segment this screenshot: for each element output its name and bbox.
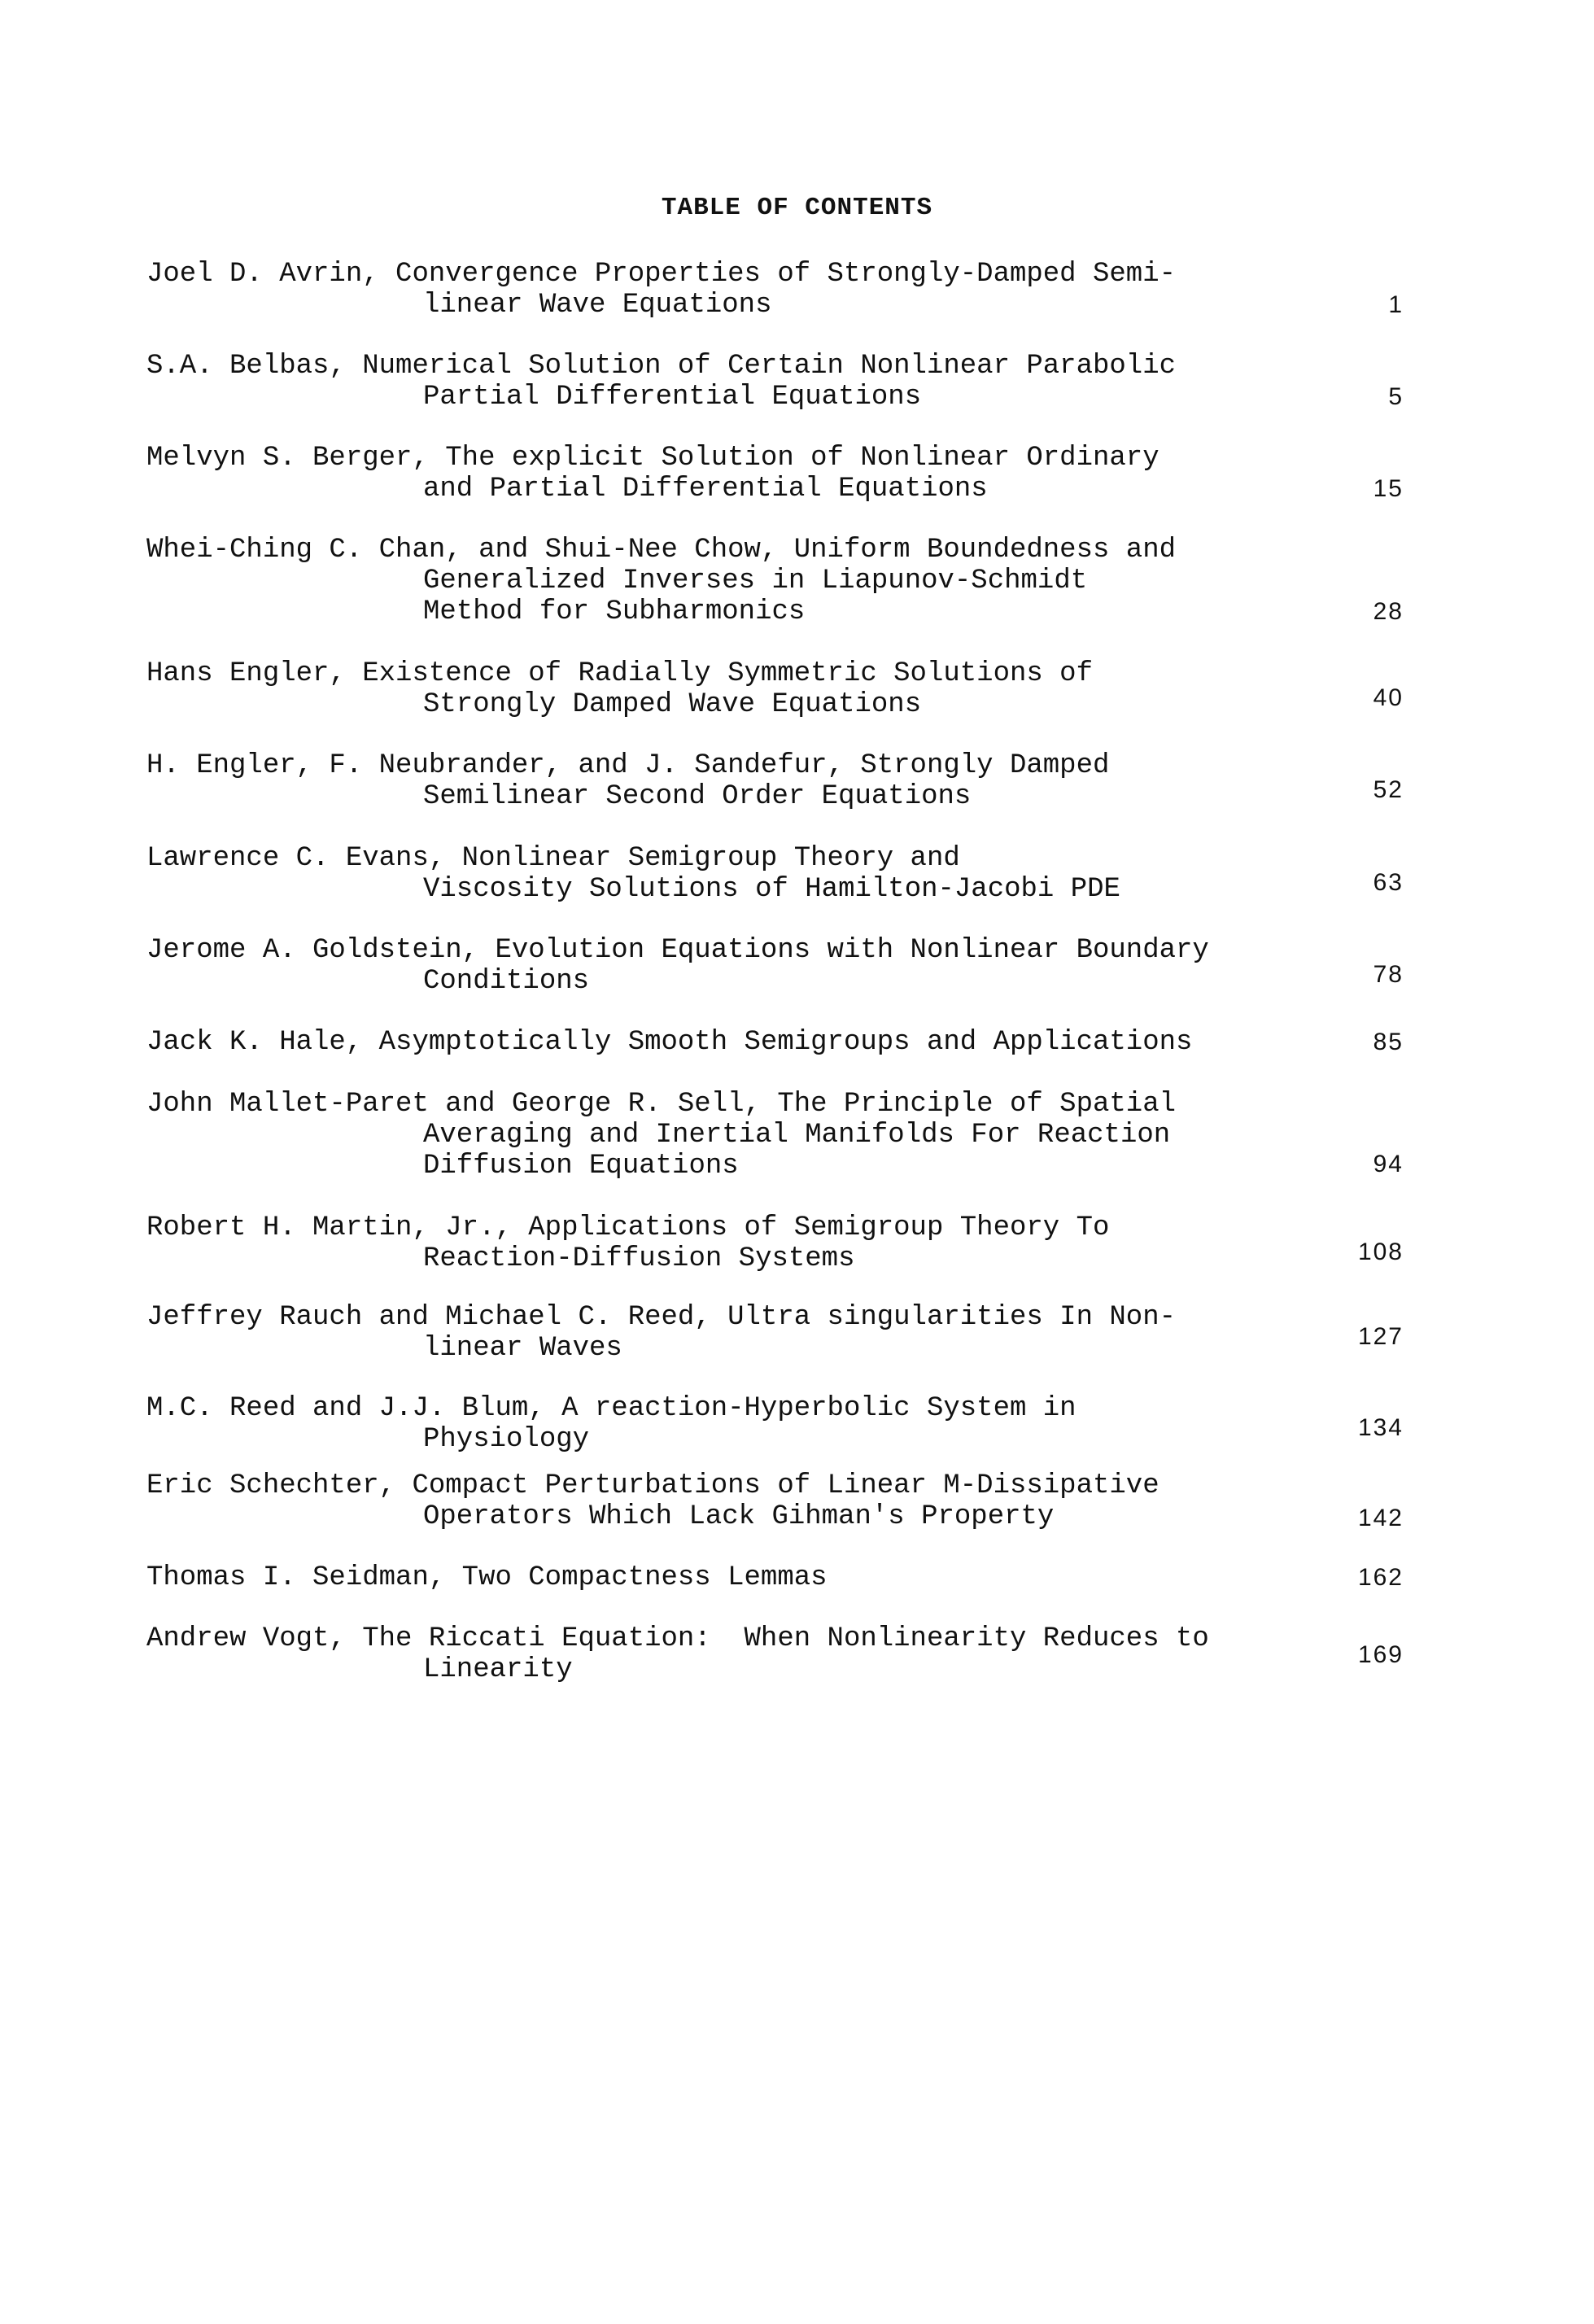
page-number: 162 bbox=[1357, 1564, 1404, 1591]
entry-line: Reaction-Diffusion Systems bbox=[423, 1243, 855, 1274]
entry-line: Averaging and Inertial Manifolds For Reaction bbox=[423, 1120, 1171, 1151]
entry-text bbox=[146, 935, 1334, 997]
entry-text bbox=[146, 1027, 1334, 1058]
page-number: 28 bbox=[1373, 598, 1404, 625]
entry-line: Whei-Ching C. Chan, and Shui-Nee Chow, Uniform Boundedness and bbox=[146, 535, 1177, 566]
entry-line: Linearity bbox=[423, 1654, 573, 1685]
entry-line: M.C. Reed and J.J. Blum, A reaction-Hyperbolic System in bbox=[146, 1393, 1076, 1424]
entry-line: and Partial Differential Equations bbox=[423, 474, 988, 505]
entry-line: Method for Subharmonics bbox=[423, 596, 806, 627]
entry-line: Viscosity Solutions of Hamilton-Jacobi PDE bbox=[423, 874, 1120, 905]
entry-text bbox=[146, 535, 1334, 627]
entry-line: Lawrence C. Evans, Nonlinear Semigroup Theory and bbox=[146, 843, 960, 874]
entry-line: linear Waves bbox=[423, 1333, 622, 1364]
page-number: 63 bbox=[1373, 869, 1404, 896]
entry-text bbox=[146, 658, 1334, 720]
entry-line: John Mallet-Paret and George R. Sell, The Principle of Spatial bbox=[146, 1089, 1177, 1120]
entry-line: Eric Schechter, Compact Perturbations of Linear M-Dissipative bbox=[146, 1470, 1159, 1501]
entry-line: Robert H. Martin, Jr., Applications of Semigroup Theory To bbox=[146, 1212, 1110, 1243]
entry-line: Andrew Vogt, The Riccati Equation: When Nonlinearity Reduces to bbox=[146, 1623, 1209, 1654]
page-number: 1 bbox=[1388, 291, 1404, 318]
entry-text bbox=[146, 443, 1334, 505]
entry-line: Operators Which Lack Gihman's Property bbox=[423, 1501, 1055, 1532]
page-number: 5 bbox=[1388, 383, 1404, 410]
entry-text bbox=[146, 1302, 1334, 1364]
entry-text bbox=[146, 1562, 1334, 1593]
page-number: 40 bbox=[1373, 684, 1404, 711]
entry-text bbox=[146, 1470, 1334, 1532]
page-number: 108 bbox=[1357, 1238, 1404, 1265]
page-number: 52 bbox=[1373, 776, 1404, 803]
entry-line: Melvyn S. Berger, The explicit Solution of Nonlinear Ordinary bbox=[146, 443, 1159, 474]
entry-line: Jeffrey Rauch and Michael C. Reed, Ultra singularities In Non- bbox=[146, 1302, 1177, 1333]
page-number: 78 bbox=[1373, 961, 1404, 988]
entry-text bbox=[146, 259, 1334, 321]
entry-line: Jack K. Hale, Asymptotically Smooth Semigroups and Applications bbox=[146, 1027, 1193, 1058]
entry-text bbox=[146, 1623, 1334, 1685]
entry-text bbox=[146, 750, 1334, 812]
entry-line: Hans Engler, Existence of Radially Symmetric Solutions of bbox=[146, 658, 1093, 689]
page-number: 142 bbox=[1357, 1505, 1404, 1531]
entry-text bbox=[146, 1393, 1334, 1455]
entry-line: linear Wave Equations bbox=[423, 290, 772, 321]
entry-line: Diffusion Equations bbox=[423, 1151, 739, 1182]
page-number: 169 bbox=[1357, 1641, 1404, 1668]
page-number: 15 bbox=[1373, 475, 1404, 502]
entry-line: Partial Differential Equations bbox=[423, 382, 922, 413]
entry-line: Conditions bbox=[423, 966, 590, 997]
entry-line: Joel D. Avrin, Convergence Properties of Strongly-Damped Semi- bbox=[146, 259, 1177, 290]
entry-text bbox=[146, 351, 1334, 413]
entry-text bbox=[146, 1089, 1334, 1182]
page-number: 94 bbox=[1373, 1151, 1404, 1177]
entry-line: Strongly Damped Wave Equations bbox=[423, 689, 922, 720]
page-number: 85 bbox=[1373, 1029, 1404, 1055]
entry-line: Jerome A. Goldstein, Evolution Equations with Nonlinear Boundary bbox=[146, 935, 1209, 966]
page-number: 127 bbox=[1357, 1323, 1404, 1350]
entry-line: Generalized Inverses in Liapunov-Schmidt bbox=[423, 566, 1088, 596]
entry-line: S.A. Belbas, Numerical Solution of Certain Nonlinear Parabolic bbox=[146, 351, 1177, 382]
page-title: TABLE OF CONTENTS bbox=[661, 194, 933, 222]
entry-line: Physiology bbox=[423, 1424, 590, 1455]
entry-text bbox=[146, 843, 1334, 905]
page-number: 134 bbox=[1357, 1414, 1404, 1441]
entry-line: Thomas I. Seidman, Two Compactness Lemmas bbox=[146, 1562, 828, 1593]
entry-line: H. Engler, F. Neubrander, and J. Sandefur, Strongly Damped bbox=[146, 750, 1110, 781]
entry-text bbox=[146, 1212, 1334, 1274]
entry-line: Semilinear Second Order Equations bbox=[423, 781, 972, 812]
